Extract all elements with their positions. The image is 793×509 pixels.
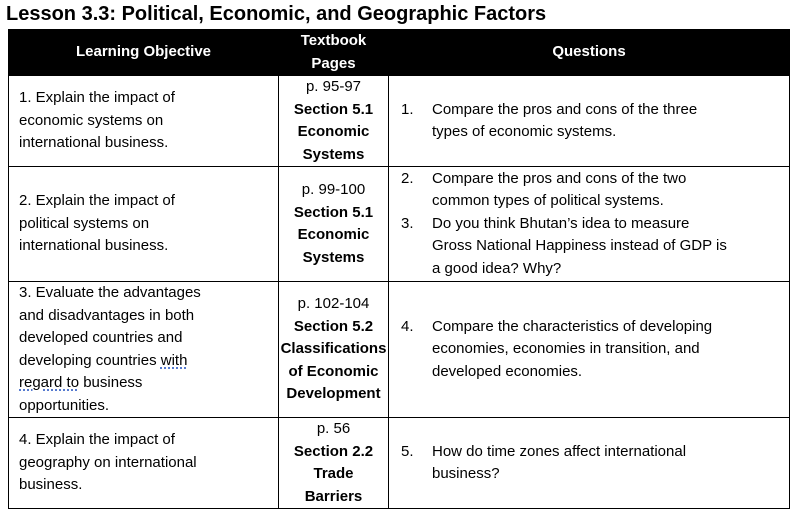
question-number: 1. xyxy=(401,100,414,118)
section-line: Classifications xyxy=(280,340,387,358)
question-line: common types of political systems. xyxy=(432,192,664,210)
question-line: Do you think Bhutan’s idea to measure xyxy=(432,214,690,232)
page-range: p. 56 xyxy=(316,420,351,437)
objective-line xyxy=(19,350,272,373)
question-line: a good idea? Why? xyxy=(432,259,562,277)
questions-cell xyxy=(389,76,790,167)
objective-cell xyxy=(9,282,279,418)
page-range: p. 102-104 xyxy=(297,295,370,313)
objective-line: and disadvantages in both xyxy=(19,306,195,324)
question-line: Compare the characteristics of developing xyxy=(432,317,713,335)
pages-cell xyxy=(279,418,389,509)
question-line: business? xyxy=(432,465,500,482)
grammar-flagged-text: regard to xyxy=(19,374,80,391)
objective-line: international business. xyxy=(19,237,169,255)
header-learning-objective: Learning Objective xyxy=(9,30,279,76)
questions-cell xyxy=(389,418,790,509)
question-item xyxy=(401,441,779,486)
table-header-row xyxy=(9,30,790,76)
objective-cell xyxy=(9,76,279,167)
question-number: 2. xyxy=(401,169,414,187)
objective-line: political systems on xyxy=(19,214,150,232)
question-line: Compare the pros and cons of the two xyxy=(432,169,687,187)
objective-line xyxy=(19,372,272,395)
question-line: developed economies. xyxy=(432,362,583,380)
table-row xyxy=(9,167,790,282)
header-pages-line: Pages xyxy=(311,54,356,72)
question-line: economies, economies in transition, and xyxy=(432,340,700,358)
question-line: types of economic systems. xyxy=(432,123,617,140)
section-line: Section 5.1 xyxy=(293,203,374,221)
question-line: How do time zones affect international xyxy=(432,442,687,460)
questions-cell xyxy=(389,282,790,418)
section-line: Systems xyxy=(302,248,365,266)
pages-cell xyxy=(279,76,389,167)
objective-line: 3. Evaluate the advantages xyxy=(19,284,201,301)
grammar-flagged-text: with xyxy=(160,351,188,369)
question-number: 3. xyxy=(401,214,414,232)
objective-line: 1. Explain the impact of xyxy=(19,89,175,107)
objective-line: geography on international xyxy=(19,453,197,471)
question-number: 5. xyxy=(401,442,414,460)
objective-line: international business. xyxy=(19,134,169,152)
section-line: Development xyxy=(286,385,381,403)
section-line: Economic xyxy=(297,226,370,243)
question-item xyxy=(401,316,779,384)
question-line: Compare the pros and cons of the three xyxy=(432,100,698,118)
objective-line: developed countries and xyxy=(19,329,183,346)
table-row xyxy=(9,76,790,167)
section-line: of Economic xyxy=(288,362,379,380)
question-line: Gross National Happiness instead of GDP is xyxy=(432,237,727,255)
header-textbook-pages xyxy=(279,30,389,76)
header-pages-line: Textbook xyxy=(300,32,367,49)
pages-cell xyxy=(279,167,389,282)
objective-text: developing countries xyxy=(19,351,161,369)
lesson-title: Lesson 3.3: Political, Economic, and Geographic Factors xyxy=(6,3,547,25)
section-line: Trade xyxy=(313,465,354,482)
section-line: Systems xyxy=(302,145,365,163)
objective-line: opportunities. xyxy=(19,396,110,414)
section-line: Barriers xyxy=(304,487,363,505)
header-questions: Questions xyxy=(389,30,790,76)
table-row xyxy=(9,418,790,509)
question-item xyxy=(401,213,779,281)
question-item xyxy=(401,99,779,144)
questions-cell xyxy=(389,167,790,282)
objective-line: 4. Explain the impact of xyxy=(19,431,175,449)
table-row xyxy=(9,282,790,418)
section-line: Section 5.2 xyxy=(293,317,374,335)
pages-cell xyxy=(279,282,389,418)
objective-cell xyxy=(9,167,279,282)
section-line: Section 2.2 xyxy=(293,442,374,460)
objective-text: business xyxy=(79,374,143,391)
objectives-table xyxy=(8,29,790,509)
question-number: 4. xyxy=(401,317,414,335)
objective-line: 2. Explain the impact of xyxy=(19,192,175,210)
page-range: p. 99-100 xyxy=(301,181,366,198)
section-line: Section 5.1 xyxy=(293,100,374,118)
section-line: Economic xyxy=(297,123,370,140)
question-item xyxy=(401,168,779,213)
objective-cell xyxy=(9,418,279,509)
objective-line: business. xyxy=(19,476,83,494)
objective-line: economic systems on xyxy=(19,111,164,129)
page-range: p. 95-97 xyxy=(305,78,362,95)
